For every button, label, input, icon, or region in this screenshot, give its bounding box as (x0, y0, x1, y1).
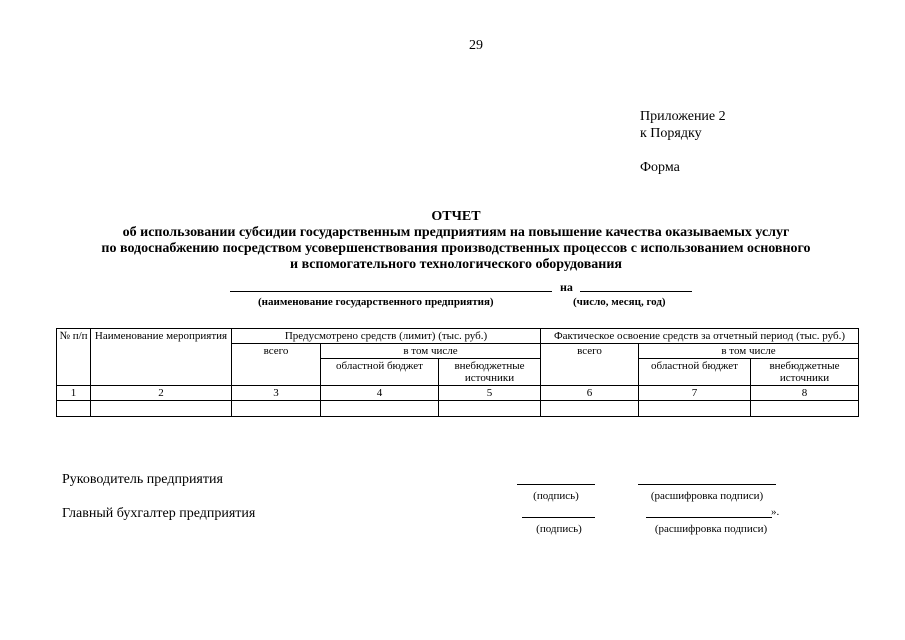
empty-cell[interactable] (439, 401, 541, 417)
header-planned-including: в том числе (321, 344, 541, 359)
header-actual-funds: Фактическое освоение средств за отчетный период (тыс. руб.) (541, 329, 859, 344)
empty-cell[interactable] (91, 401, 232, 417)
column-number: 8 (751, 386, 859, 401)
table-header-row (57, 329, 859, 344)
accountant-decoding-line[interactable] (646, 517, 772, 518)
header-activity-name: Наименование мероприятия (91, 329, 232, 386)
accountant-decoding-caption: (расшифровка подписи) (654, 523, 768, 535)
header-actual-total: всего (541, 344, 639, 386)
date-caption: (число, месяц, год) (573, 296, 666, 308)
appendix-line: Приложение 2 (640, 109, 726, 124)
page-number: 29 (469, 38, 483, 53)
appendix-header (640, 108, 726, 142)
closing-quote-mark: ». (771, 506, 780, 518)
report-table (56, 328, 859, 417)
enterprise-name-blank[interactable] (230, 291, 552, 292)
enterprise-date-line (230, 280, 690, 310)
header-actual-extrabudget: внебюджетные источники (751, 359, 859, 386)
header-actual-regional: областной бюджет (639, 359, 751, 386)
head-decoding-line[interactable] (638, 484, 776, 485)
title-line-2: по водоснабжению посредством усовершенствования производственных процессов с использованием основного (101, 241, 811, 256)
column-number-row (57, 386, 859, 401)
empty-cell[interactable] (57, 401, 91, 417)
empty-cell[interactable] (639, 401, 751, 417)
empty-cell[interactable] (541, 401, 639, 417)
column-number: 7 (639, 386, 751, 401)
header-planned-regional: областной бюджет (321, 359, 439, 386)
head-label: Руководитель предприятия (62, 472, 223, 487)
table-empty-row (57, 401, 859, 417)
head-decoding-caption: (расшифровка подписи) (650, 490, 764, 502)
header-planned-funds: Предусмотрено средств (лимит) (тыс. руб.) (232, 329, 541, 344)
column-number: 5 (439, 386, 541, 401)
title-line-3: и вспомогательного технологического оборудования (290, 257, 622, 272)
enterprise-caption: (наименование государственного предприятия) (258, 296, 494, 308)
accountant-signature-line[interactable] (522, 517, 595, 518)
form-label: Форма (640, 160, 680, 175)
empty-cell[interactable] (321, 401, 439, 417)
column-number: 3 (232, 386, 321, 401)
column-number: 4 (321, 386, 439, 401)
column-number: 2 (91, 386, 232, 401)
empty-cell[interactable] (751, 401, 859, 417)
column-number: 6 (541, 386, 639, 401)
report-title (40, 209, 872, 273)
empty-cell[interactable] (232, 401, 321, 417)
appendix-reference: к Порядку (640, 126, 702, 141)
accountant-signature-caption: (подпись) (536, 523, 582, 535)
header-planned-extrabudget: внебюджетные источники (439, 359, 541, 386)
head-signature-line[interactable] (517, 484, 595, 485)
accountant-label: Главный бухгалтер предприятия (62, 506, 256, 521)
head-signature-caption: (подпись) (533, 490, 579, 502)
on-label: на (560, 280, 573, 294)
title-line-1: об использовании субсидии государственным предприятиям на повышение качества оказываемых услуг (122, 225, 790, 240)
header-actual-including: в том числе (639, 344, 859, 359)
date-blank[interactable] (580, 291, 692, 292)
header-number: № п/п (57, 329, 91, 386)
header-planned-total: всего (232, 344, 321, 386)
title-main: ОТЧЕТ (431, 209, 481, 224)
column-number: 1 (57, 386, 91, 401)
